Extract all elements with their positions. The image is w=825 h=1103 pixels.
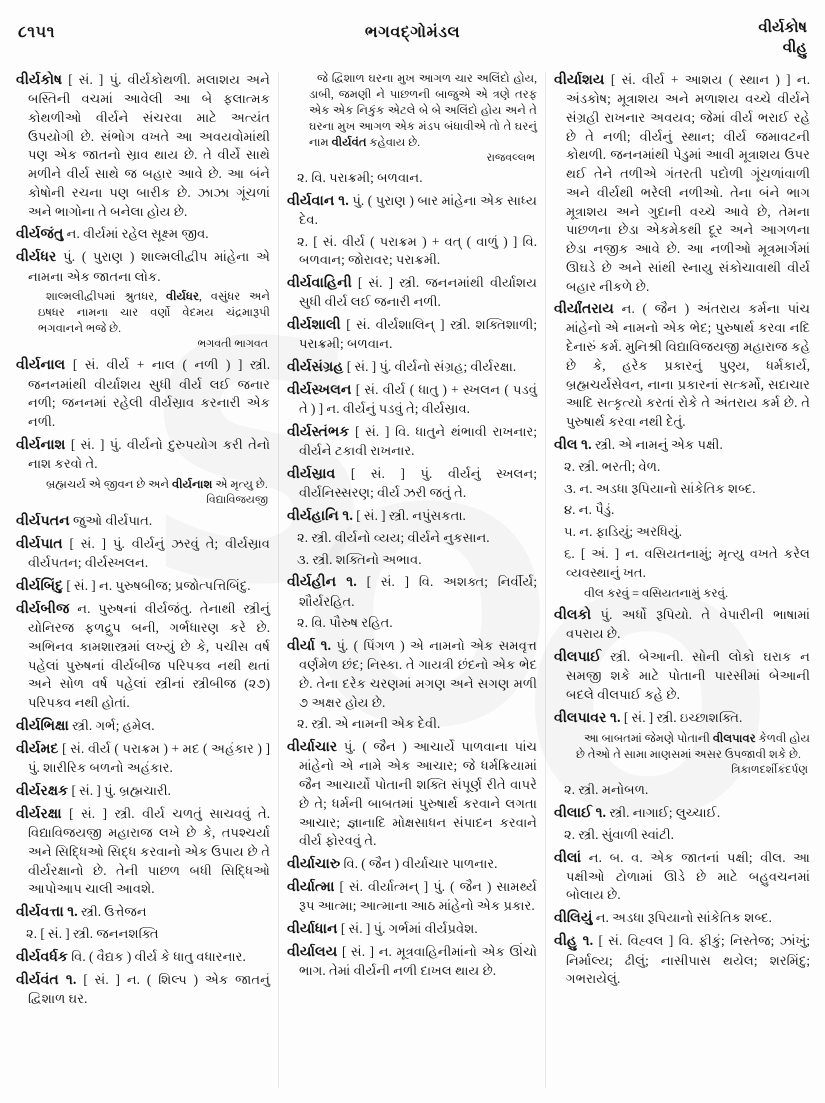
entry-headword: વીર્યપતન (16, 512, 70, 529)
entry-headword: વીર્યમદ (16, 741, 59, 758)
dictionary-entry (16, 511, 270, 531)
entry-sense: ૬. [ અં. ] ન. વસિયતનામું; મૃત્યુ વખતે કરેલ વ્યવસ્થાનું ખત. (564, 545, 810, 580)
entry-sense: ૩. ન. અડધા રૂપિયાનો સાંકેતિક શબ્દ. (564, 480, 756, 496)
dictionary-entry (16, 781, 270, 801)
dictionary-entry (16, 970, 270, 1009)
dictionary-entry (16, 70, 270, 221)
quote-text-after: કહેવાય છે. (366, 135, 421, 149)
entry-definition: [ સં. વીર્ય ( પરાક્રમ ) + મદ ( અહંકાર ) ] પું. શારીરિક બળનો અહંકાર. (28, 741, 270, 776)
entry-headword: વીર્યવાહિની (287, 275, 352, 292)
entry-sense: ૨. [ સં. વીર્ય ( પરાક્રમ ) + વત્ ( વાળું ) ] વિ. બળવાન; જોરાવર; પરાક્રમી. (297, 233, 537, 268)
entry-definition: ન. અડધા રૂપિયાનો સાંકેતિક શબ્દ. (592, 910, 772, 926)
entry-definition: સ્ત્રી. નાગાઈ; લુચ્ચાઈ. (606, 804, 721, 820)
entry-headword: વીર્યવાન ૧. (287, 192, 349, 209)
quote-source-citation: ભગવતી ભાગવત (197, 338, 268, 351)
entry-definition: સ્ત્રી. ઉત્તેજન (77, 904, 147, 920)
entry-definition: [ સં. ] ન. મૂત્રવાહિનીમાંનો એક ઊંચો ભાગ. તેમાં વીર્યની નળી દાખલ થાય છે. (299, 944, 537, 979)
dictionary-entry (287, 919, 537, 939)
entry-headword: વીર્યાચારુ (287, 855, 341, 872)
dictionary-entry (554, 848, 810, 906)
dictionary-entry (554, 299, 810, 432)
entry-definition: [ સં. ] પું. વીર્યકોથળી. મલાશય અને બસ્તિની વચમાં આવેલી આ બે ફલાત્મક કોથળીઓ વીર્યને સંચરવા માટે અત્યંત ઉપયોગી છે. સંભોગ વખતે આ અવયવોમાંથી પણ એક જાતનો સ્રાવ થાય છે. તે વીર્યે સાથે મળીને વીર્ય સાથે જ બહાર આવે છે. આ બંને કોષોની રચના પણ બારીક છે. ઝાઝા ગૂંચળાં અને ભાગોના તે બનેલા હોય છે. (28, 72, 270, 219)
dictionary-entry (16, 739, 270, 778)
entry-definition: [ સં. ] પું. વીર્યનું સ્ખલન; વીર્યનિસ્સરણ; વીર્ય ઝરી જતું તે. (299, 465, 537, 501)
entry-definition: [ સં. ] ન. પુરુષબીજ; પ્રજોત્પત્તિબિંદુ. (63, 577, 251, 593)
dictionary-entry (16, 576, 270, 596)
quote-source-citation: વિદ્યાવિજયજી (206, 493, 268, 506)
quote-headword-mention: વીર્યવંત (331, 135, 367, 149)
entry-citation-quote (554, 731, 810, 778)
entry-definition: પું. ( પિંગળ ) એ નામનો એક સમવૃત્ત વર્ણમેળ છંદ; નિસ્કા. તે ગાયત્રી છંદનો એક ભેદ છે. તેના દરેક ચરણમાં મગણ અને સગણ મળી ૭ અક્ષર હોય છે. (299, 638, 537, 710)
entry-definition: [ સં. ] પું. ગર્ભમાં વીર્યપ્રવેશ. (337, 921, 478, 937)
entry-headword: વીર્યહીન ૧. (287, 574, 357, 591)
dictionary-entry (16, 804, 270, 899)
entry-definition: [ સં. ] વિ. અશક્ત; નિર્વીર્ય; શૌર્યરહિત. (299, 574, 537, 609)
entry-definition: [ સં. ] પું. વીર્યનો સંગ્રહ; વીર્યરક્ષા. (343, 358, 517, 374)
quote-text-before: આ બાબતમાં જેમણે પોતાની (584, 731, 713, 745)
entry-headword: વીર્યસંગ્રહ (287, 358, 344, 375)
quote-text-before: જે દ્વિશાળ ઘરના મુખ આગળ ચાર અલિંદો હોય, ડાબી, જમણી ને પાછળની બાજુએ એ ત્રણે તરફ એક એક નિકુંક એટલે બે બે અલિંદો હોય અને તે ઘરના મુખ આગળ એક મંડપ બંધાવીએ તો તે ઘરનું નામ (309, 72, 537, 149)
dictionary-entry (16, 902, 270, 922)
dictionary-entry (554, 931, 810, 989)
entry-sense: ૨. સ્ત્રી. વીર્યનો વ્યય; વીર્યને નુકસાન. (297, 529, 490, 545)
entry-headword: વીર્યવત્તા ૧. (16, 904, 78, 921)
entry-citation-quote (16, 477, 270, 508)
dictionary-entry (287, 737, 537, 851)
dictionary-entry (287, 315, 537, 354)
dictionary-entry (287, 357, 537, 377)
quote-text-before: બ્રહ્મચર્ય એ જીવન છે અને (46, 477, 173, 491)
column-1 (12, 70, 278, 1090)
entry-definition: [ સં. ] સ્ત્રી. જનનમાંથી વીર્યાશય સુધી વીર્ય લઈ જનારી નળી. (299, 275, 537, 310)
dictionary-entry (287, 572, 537, 611)
dictionary-entry (16, 355, 270, 431)
entry-headword: વીર્યાંતરાય (554, 301, 614, 318)
dictionary-entry (16, 247, 270, 286)
entry-definition: પું. ( પુરાણ ) શાલ્મલીદ્વીપ માંહેના એ નામના એક જાતના લોક. (28, 249, 270, 284)
dictionary-entry (287, 636, 537, 712)
entry-definition: [ સં. ] સ્ત્રી. વીર્ય ચળતું સાચવવું તે. વિદ્યાવિજયજી મહારાજ લખે છે કે, તપશ્ચર્યા અને સિદ્ધિઓ સિદ્ધ કરવાનો એક ઉપાય છે તે વીર્યરક્ષાનો છે. તેની પાછળ બધી સિદ્ધિઓ આપોઆપ ચાલી આવશે. (28, 806, 270, 897)
quote-text-after: એ મૃત્યુ છે. (212, 477, 268, 491)
dictionary-entry (16, 534, 270, 573)
dictionary-entry (554, 605, 810, 644)
entry-headword: વીર્યરક્ષા (16, 806, 62, 823)
entry-headword: વીર્યાધાન (287, 921, 338, 938)
entry-definition: પું. અર્ધો રૂપિયો. તે વેપારીની ભાષામાં વપરાય છે. (566, 607, 810, 642)
entry-sense: ૪. ન. પૈડું. (564, 502, 615, 518)
entry-headword: વીર્યનાલ (16, 357, 66, 374)
entry-headword: વીર્યરક્ષક (16, 782, 69, 799)
entry-headword: વીર્યાલય (287, 944, 338, 961)
entry-headword: વીર્યાત્મા (287, 879, 335, 896)
entry-definition: [ સં. ] ન. ( શિલ્પ ) એક જાતનું દ્વિશાળ ઘર. (28, 972, 270, 1007)
entry-definition: [ સં. ] પું. વીર્યનો દુરુપયોગ કરી તેનો નાશ કરવો તે. (28, 436, 270, 471)
entry-definition: [ સં. વીર્ય + નાલ ( નળી ) ] સ્ત્રી. જનનમાંથી વીર્યાશય સુધી વીર્ય લઈ જનાર નળી; જનનમાં રહેલી વીર્યસ્રાવ કરનારી એક નળી. (28, 357, 270, 430)
guide-word-first: વીર્યકોષ (758, 20, 807, 36)
dictionary-entry (554, 647, 810, 705)
entry-sense: ૨. વિ. પૌરુષ રહિત. (297, 615, 393, 631)
entry-headword: વીર્યાશય (554, 72, 605, 88)
quote-headword-mention: વીલપાવર (712, 731, 756, 745)
column-container (12, 70, 813, 1090)
dictionary-entry (287, 191, 537, 230)
entry-headword: વીર્યવર્ધક (16, 949, 68, 966)
dictionary-entry (287, 854, 537, 874)
dictionary-entry (287, 380, 537, 419)
entry-definition: [ સં. ] પું. વીર્યનું ઝરવું તે; વીર્યસ્રાવ વીર્યપતન; વીર્યસ્ખલન. (28, 536, 270, 571)
dictionary-entry (287, 273, 537, 312)
entry-definition: [ સં. ] સ્ત્રી. ઇચ્છાશક્તિ. (620, 709, 743, 725)
entry-headword: વીલ ૧. (554, 436, 592, 453)
entry-definition: [ સં. ] પું. બ્રહ્મચારી. (68, 782, 171, 798)
dictionary-entry (287, 877, 537, 916)
entry-citation-quote (287, 71, 537, 166)
entry-sense: ૩. સ્ત્રી. શક્તિનો અભાવ. (297, 551, 422, 567)
entry-headword: વીર્યભિક્ષા (16, 717, 69, 734)
entry-headword: વીર્યા ૧. (287, 638, 332, 655)
entry-definition: વિ. ( જૈન ) વીર્યાચાર પાળનાર. (340, 855, 498, 871)
entry-definition: સ્ત્રી. એ નામનું એક પક્ષી. (591, 436, 723, 452)
quote-source-citation: ત્રિકાળદર્શીકંદર્પણ (731, 763, 808, 776)
dictionary-entry (287, 506, 537, 526)
entry-definition: ન. વીર્યમાં રહેલ સૂક્ષ્મ જીવ. (63, 226, 209, 242)
entry-headword: વીર્યકોષ (16, 72, 63, 88)
entry-headword: વીલપાવર ૧. (554, 709, 621, 726)
entry-definition: સ્ત્રી. બેઆની. સોની લોકો ઘરાક ન સમજી શકે માટે પોતાની પારસીમાં બેઆની બદલે વીલપાઈ કહે છે. (566, 649, 810, 702)
entry-citation-quote (16, 289, 270, 352)
entry-definition: પું. ( જૈન ) આચાર્યે પાળવાના પાંચ માંહેનો એ નામે એક આચાર; જે ધર્મક્રિયામાં જૈન આચાર્યો પોતાની શક્તિ સંપૂર્ણ રીતે વાપરે છે તે; ધર્મની બાબતમાં પુરુષાર્થ કરવાને લગતા આચાર; જ્ઞાનાદિ મોક્ષસાધન સંપાદન કરવાને વીર્ય ફોરવવું તે. (299, 739, 537, 849)
running-head (12, 14, 813, 70)
entry-definition: જુઓ વીર્યપાત. (69, 512, 153, 528)
dictionary-entry (287, 464, 537, 503)
entry-headword: વીર્યબીજ (16, 601, 70, 618)
dictionary-entry (16, 435, 270, 474)
dictionary-entry (287, 422, 537, 461)
entry-headword: વીલાઈ ૧. (554, 804, 607, 821)
quote-text-after: , વસુંધર અને ઇષધર નામના ચાર વર્ણો વેદમય ચંદ્રમારૂપી ભગવાનને ભજે છે. (38, 290, 270, 336)
dictionary-entry (16, 599, 270, 713)
entry-definition: ન. પુરુષનાં વીર્યજંતુ. તેનાથી સ્ત્રીનું યોનિરજ ફળદ્રુપ બની, ગર્ભધારણ કરે છે. અભિનવ કામશાસ્ત્રમાં લખ્યું છે કે, પચીસ વર્ષ પહેલાં પુરુષનાં વીર્યબીજ પરિપક્વ નથી થતાં અને સોળ વર્ષ પહેલાં સ્ત્રીનાં સ્ત્રીબીજ (૨૭) પરિપક્વ નથી હોતાં. (28, 601, 270, 711)
entry-headword: વીર્યસ્રાવ (287, 465, 336, 482)
entry-headword: વીર્યહાનિ ૧. (287, 507, 353, 524)
quote-text-before: શાલ્મલીદ્વીપમાં શ્રુતધર, (46, 290, 166, 304)
dictionary-entry (554, 70, 810, 296)
entry-definition: વિ. ( વૈદ્યક ) વીર્ય કે ધાતુ વધારનાર. (67, 949, 246, 965)
dictionary-entry (554, 435, 810, 455)
entry-sense: ૨. સ્ત્રી. સુંવાળી સ્વાંટી. (564, 826, 674, 842)
entry-sense: ૨. સ્ત્રી. એ નામની એક દેવી. (297, 716, 441, 732)
dictionary-entry (554, 908, 810, 928)
quote-headword-mention: વીર્યધર (166, 290, 199, 304)
book-title: ભગવદ્ગોમંડલ (364, 24, 461, 41)
entry-definition: [ સં. વીર્ય ( ધાતુ ) + સ્ખલન ( પડવું તે ) ] ન. વીર્યનું પડવું તે; વીર્યસ્રાવ. (299, 382, 537, 417)
page-number: ૮૧૫૧ (18, 24, 55, 41)
dictionary-entry (554, 708, 810, 728)
entry-definition: પું. ( પુરાણ ) બાર માંહેના એક સાધ્ય દેવ. (299, 192, 538, 227)
entry-headword: વીલાં (554, 849, 582, 866)
column-2 (279, 70, 545, 1090)
entry-definition: ન. ( જૈન ) અંતરાય કર્મના પાંચ માંહેનો એ નામનો એક ભેદ; પુરુષાર્થ કરવા નદિ દેનારું કર્મ. મુનિશ્રી વિદ્યાવિજયજી મહારાજ કહે છે કે, હરેક પ્રકારનું પુણ્ય, ધર્મકાર્ય, બ્રહ્મચર્યસેવન, નાના પ્રકારનાં સત્કર્મો, સદાચાર આદિ સત્કૃત્યો કરતાં રોકે તે અંતરાય કર્મ છે. તે પુરુષાર્થ કરવા નથી દેતું. (566, 301, 810, 430)
dictionary-entry (16, 947, 270, 967)
dictionary-entry (287, 942, 537, 981)
entry-definition: [ સં. ] વિ. ધાતુને થંભાવી રાખનાર; વીર્યને ટકાવી રાખનાર. (299, 424, 537, 459)
entry-sense: ૨. વિ. પરાક્રમી; બળવાન. (297, 170, 423, 186)
entry-definition: ન. બ. વ. એક જાતનાં પક્ષી; વીલ. આ પક્ષીઓ ટોળામાં ઊડે છે માટે બહુવચનમાં બોલાય છે. (566, 849, 810, 903)
entry-definition: [ સં. વિહ્વલ ] વિ. ફીકું; નિસ્તેજ; ઝાંખું; નિર્માલ્ય; ઢીલું; નાસીપાસ થયેલ; શરમિંદુ; ગભરાયેલું. (566, 933, 810, 987)
entry-headword: વીર્યસ્તંભક (287, 424, 350, 441)
entry-headword: વીલિયું (554, 910, 593, 927)
entry-headword: વીર્યશાલી (287, 317, 341, 334)
entry-headword: વીર્યનાશ (16, 436, 66, 453)
dictionary-entry (16, 224, 270, 244)
entry-headword: વીર્યધર (16, 249, 57, 266)
entry-headword: વીર્યસ્ખલન (287, 382, 352, 399)
dictionary-entry (16, 716, 270, 736)
entry-headword: વીર્યાચાર (287, 739, 338, 756)
guide-word-last: વીહુ (782, 40, 807, 57)
quote-text-after: કેળવી હોય છે તેઓ તે સામા માણસમાં અસર ઉપજાવી શકે છે. (576, 731, 810, 761)
entry-headword: વીર્યબિંદુ (16, 577, 64, 594)
entry-definition: [ સં. વીર્યશાલિન્ ] સ્ત્રી. શક્તિશાળી; પરાક્રમી; બળવાન. (299, 317, 537, 352)
quote-source-citation: રાજવલ્લભ (486, 151, 535, 164)
entry-sense: ૫. ન. ફાડિયું; અરધિયું. (564, 524, 683, 540)
entry-headword: વીર્યજંતુ (16, 226, 64, 243)
quote-headword-mention: વીર્યનાશ (172, 477, 213, 491)
entry-sense: ૨. [ સં. ] સ્ત્રી. જનનશક્તિ (26, 926, 159, 942)
entry-headword: વીહુ ૧. (554, 933, 594, 950)
entry-headword: વીલકો (554, 607, 592, 624)
column-3 (546, 70, 812, 1090)
entry-sense: ૨. સ્ત્રી. ભરતી; વેળ. (564, 458, 661, 474)
entry-definition: [ સં. વીર્ય + આશય ( સ્થાન ) ] ન. અંડકોષ; મૂત્રાશય અને મળાશય વચ્ચે વીર્યને સંગ્રહી રાખનાર અવયવ; જેમાં વીર્ય ભરાઈ રહે છે તે નળી; વીર્યનું સ્થાન; વીર્ય જમાવટની કોથળી. જનનમાંથી પેડુમાં આવી મૂત્રાશય ઉપર થઈ તેને તળીએ ગંતરતી પદોળી ગૂંચળાંવાળી અને વીર્યથી ભરેલી નળીઓ. તેના બંને ભાગ મૂત્રાશય અને ગુદાની વચ્ચે આવે છે, તેમના પાછળના છેડા એકમેકથી દૂર અને આગળના છેડા નજીક આવે છે. આ નળીઓ મૂત્રમાર્ગમાં ઊઘડે છે અને સાંથી સ્નાયુ સંકોચાવાથી વીર્ય બહાર નીકળે છે. (566, 72, 810, 294)
entry-definition: [ સં. ] સ્ત્રી. નપુંસકતા. (352, 507, 466, 523)
entry-definition: સ્ત્રી. ગર્ભ; હમેલ. (68, 717, 155, 733)
entry-headword: વીર્યપાત (16, 536, 63, 553)
entry-headword: વીલપાઈ (554, 649, 602, 666)
dictionary-entry (554, 803, 810, 823)
entry-sense: ૨. સ્ત્રી. મનોબળ. (564, 781, 649, 797)
entry-idiom-equivalence: વીલ કરવું = વસિયતનામું કરવું. (584, 586, 729, 601)
entry-definition: [ સં. વીર્યાત્મન્ ] પું. ( જૈન ) સામર્થ્ય રૂપ આત્મા; આત્માના આઠ માંહેનો એક પ્રકાર. (299, 879, 537, 914)
guide-words (758, 18, 807, 59)
entry-headword: વીર્યવંત ૧. (16, 972, 77, 989)
